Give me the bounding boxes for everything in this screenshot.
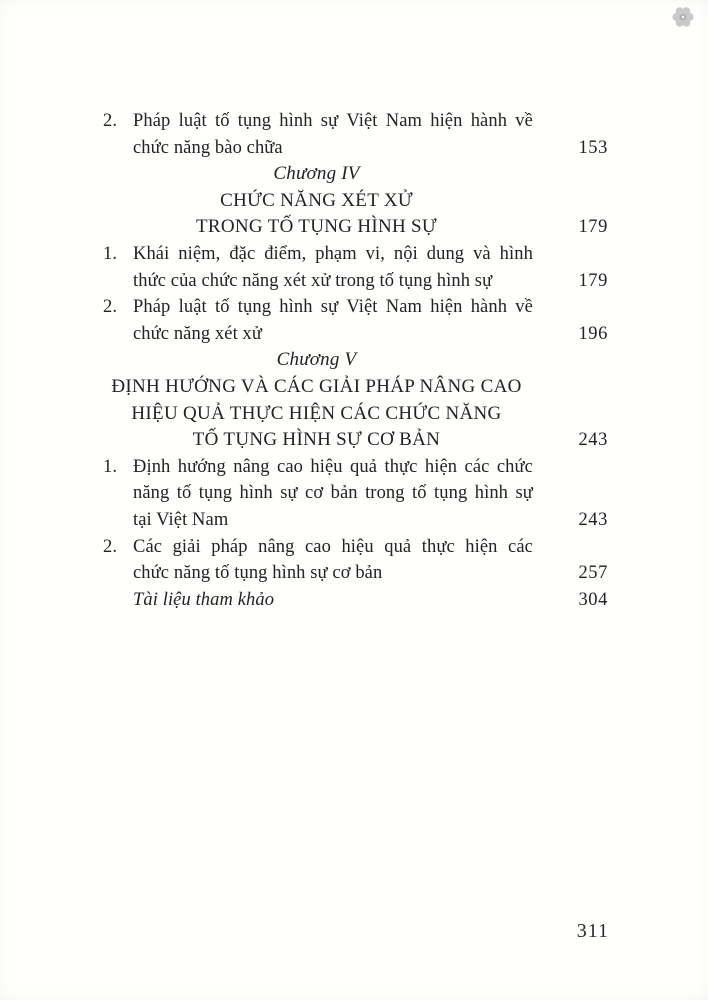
toc-entry-line xyxy=(100,135,610,162)
page-number: 153 xyxy=(578,137,608,158)
entry-text: chức năng xét xử xyxy=(133,323,263,344)
chapter-label xyxy=(100,347,610,374)
page-number: 243 xyxy=(578,430,608,451)
chapter-title-line xyxy=(100,427,610,454)
entry-text: chức năng tố tụng hình sự cơ bản xyxy=(133,563,383,584)
table-of-contents xyxy=(100,108,610,613)
entry-text: Chương V xyxy=(276,349,357,371)
toc-entry-line xyxy=(100,321,610,348)
chapter-title-line xyxy=(100,401,610,428)
entry-text: TRONG TỐ TỤNG HÌNH SỰ xyxy=(196,216,437,238)
entry-number: 1. xyxy=(103,243,118,264)
entry-text: ĐỊNH HƯỚNG VÀ CÁC GIẢI PHÁP NÂNG CAO xyxy=(111,375,522,397)
folio-page-number: 311 xyxy=(576,920,609,942)
toc-entry-line xyxy=(100,268,610,295)
toc-entry-line xyxy=(100,534,610,561)
chapter-title-line xyxy=(100,188,610,215)
page-number: 179 xyxy=(578,270,608,291)
entry-text: Định hướng nâng cao hiệu quả thực hiện các chức xyxy=(133,456,533,477)
page-number: 196 xyxy=(578,323,608,344)
chapter-label xyxy=(100,161,610,188)
chapter-title-line xyxy=(100,214,610,241)
toc-entry-line xyxy=(100,480,610,507)
toc-entry-line xyxy=(100,560,610,587)
entry-text: thức của chức năng xét xử trong tố tụng hình sự xyxy=(133,270,493,291)
entry-text: TỐ TỤNG HÌNH SỰ CƠ BẢN xyxy=(192,429,441,451)
entry-number: 2. xyxy=(103,111,118,131)
entry-number: 2. xyxy=(103,297,118,318)
entry-number: 2. xyxy=(103,536,118,557)
page-number: 257 xyxy=(578,563,608,584)
toc-entry-line xyxy=(100,294,610,321)
toc-entry-line xyxy=(100,108,610,135)
toc-entry-line xyxy=(100,507,610,534)
florette-icon xyxy=(671,5,695,29)
entry-text: Tài liệu tham khảo xyxy=(133,589,275,610)
entry-text: chức năng bào chữa xyxy=(133,137,283,158)
entry-text: Các giải pháp nâng cao hiệu quả thực hiện các xyxy=(133,536,533,557)
page-number: 243 xyxy=(578,509,608,530)
entry-text: CHỨC NĂNG XÉT XỬ xyxy=(220,189,413,211)
chapter-title-line xyxy=(100,374,610,401)
reference-entry-line xyxy=(100,587,610,614)
entry-text: năng tố tụng hình sự cơ bản trong tố tụng hình sự xyxy=(133,483,533,504)
toc-entry-line xyxy=(100,241,610,268)
entry-text: HIỆU QUẢ THỰC HIỆN CÁC CHỨC NĂNG xyxy=(131,402,502,424)
entry-text: tại Việt Nam xyxy=(133,509,229,530)
entry-text: Chương IV xyxy=(273,163,360,185)
entry-text: Pháp luật tố tụng hình sự Việt Nam hiện hành về xyxy=(133,297,533,318)
entry-number: 1. xyxy=(103,456,118,477)
toc-entry-line xyxy=(100,454,610,481)
page-number: 179 xyxy=(578,217,608,238)
entry-text: Khái niệm, đặc điểm, phạm vi, nội dung và hình xyxy=(133,243,533,264)
page-number: 304 xyxy=(578,589,608,610)
entry-text: Pháp luật tố tụng hình sự Việt Nam hiện hành về xyxy=(133,111,533,131)
